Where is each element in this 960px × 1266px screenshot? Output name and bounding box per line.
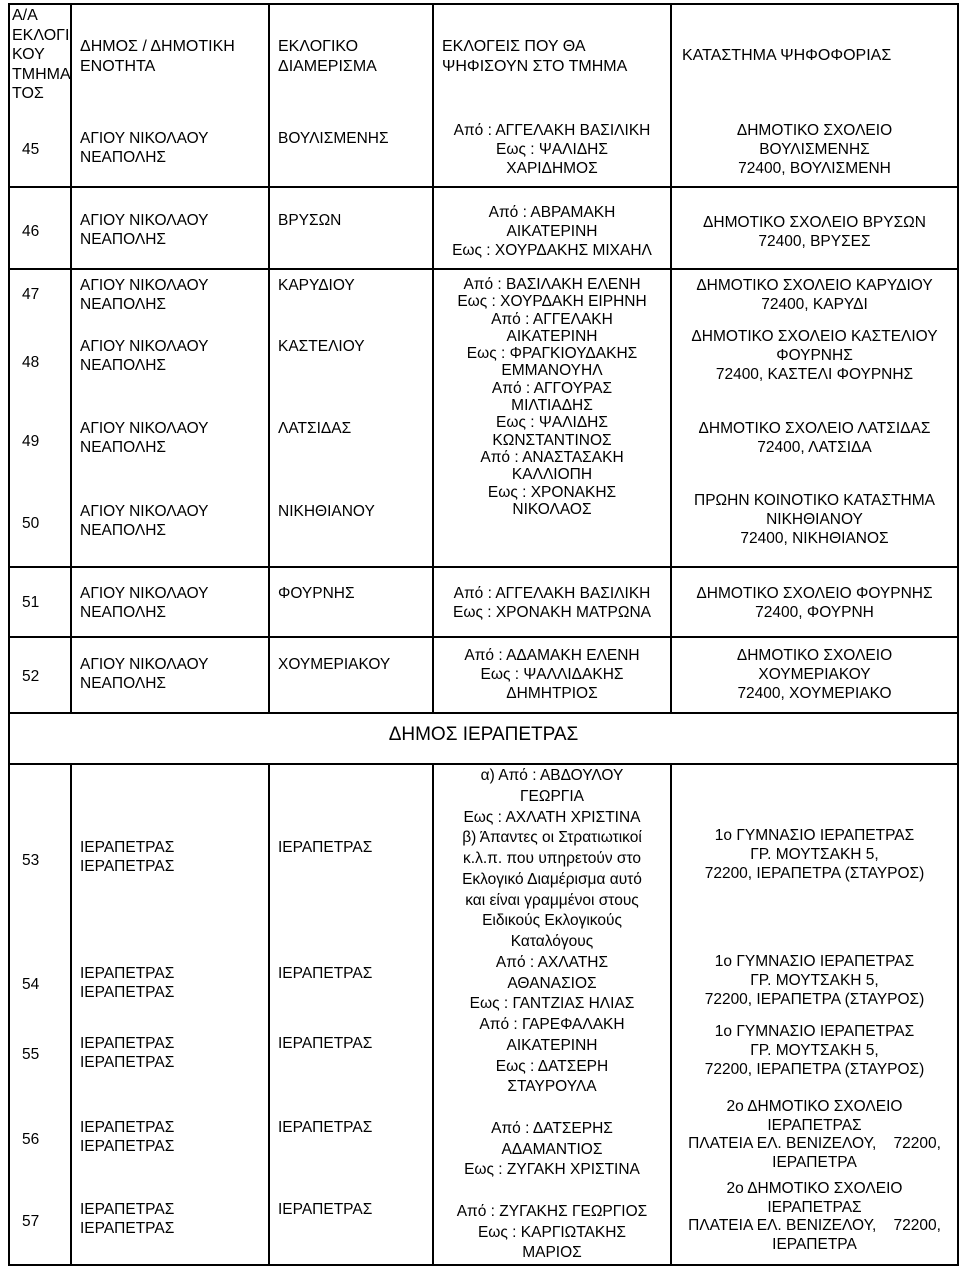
row-district: ΙΕΡΑΠΕΤΡΑΣ: [278, 1201, 373, 1218]
row-unit: ΑΓΙΟΥ ΝΙΚΟΛΑΟΥ ΝΕΑΠΟΛΗΣ: [80, 338, 209, 374]
row-unit: ΑΓΙΟΥ ΝΙΚΟΛΑΟΥ ΝΕΑΠΟΛΗΣ: [80, 212, 209, 248]
row-voters: Από : ΑΔΑΜΑΚΗ ΕΛΕΝΗ Εως : ΨΑΛΛΙΔΑΚΗΣ ΔΗΜΗΤΡΙΟΣ: [464, 647, 640, 702]
row-station: ΔΗΜΟΤΙΚΟ ΣΧΟΛΕΙΟ ΛΑΤΣΙΔΑΣ 72400, ΛΑΤΣΙΔΑ: [698, 420, 931, 456]
rule: [8, 186, 959, 188]
row-number: 52: [22, 668, 40, 685]
row-district: ΒΡΥΣΩΝ: [278, 212, 342, 229]
row-number: 53: [22, 852, 40, 869]
row-unit: ΑΓΙΟΥ ΝΙΚΟΛΑΟΥ ΝΕΑΠΟΛΗΣ: [80, 130, 209, 166]
row-unit: ΑΓΙΟΥ ΝΙΚΟΛΑΟΥ ΝΕΑΠΟΛΗΣ: [80, 277, 209, 313]
row-number: 45: [22, 141, 40, 158]
row-unit: ΙΕΡΑΠΕΤΡΑΣ ΙΕΡΑΠΕΤΡΑΣ: [80, 1035, 175, 1071]
row-district: ΙΕΡΑΠΕΤΡΑΣ: [278, 1119, 373, 1136]
row-number: 48: [22, 354, 40, 371]
row-number: 47: [22, 286, 40, 303]
row-district: ΧΟΥΜΕΡΙΑΚΟΥ: [278, 656, 391, 673]
row-station: ΔΗΜΟΤΙΚΟ ΣΧΟΛΕΙΟ ΦΟΥΡΝΗΣ 72400, ΦΟΥΡΝΗ: [696, 585, 933, 621]
row-station: ΔΗΜΟΤΙΚΟ ΣΧΟΛΕΙΟ ΒΟΥΛΙΣΜΕΝΗΣ 72400, ΒΟΥΛΙΣΜΕΝΗ: [736, 122, 893, 177]
row-number: 51: [22, 594, 40, 611]
row-station: ΔΗΜΟΤΙΚΟ ΣΧΟΛΕΙΟ ΚΑΡΥΔΙΟΥ 72400, ΚΑΡΥΔΙ: [696, 277, 933, 313]
row-station: 2ο ΔΗΜΟΤΙΚΟ ΣΧΟΛΕΙΟ ΙΕΡΑΠΕΤΡΑΣ ΠΛΑΤΕΙΑ ΕΛ. ΒΕΝΙΖΕΛΟΥ, 72200, ΙΕΡΑΠΕΤΡΑ: [688, 1180, 941, 1253]
row-number: 56: [22, 1131, 40, 1148]
row-station: ΔΗΜΟΤΙΚΟ ΣΧΟΛΕΙΟ ΧΟΥΜΕΡΙΑΚΟΥ 72400, ΧΟΥΜΕΡΙΑΚΟ: [736, 647, 893, 702]
row-district: ΚΑΣΤΕΛΙΟΥ: [278, 338, 365, 355]
row-voters: α) Από : ΑΒΔΟΥΛΟΥ ΓΕΩΡΓΙΑ Εως : ΑΧΛΑΤΗ ΧΡΙΣΤΙΝΑ β) Άπαντες οι Στρατιωτικοί κ.λ.π. που υπηρετούν στο Εκλογικό Διαμέρισμα αυτό και είναι γραμμένοι στους Ειδικούς Εκλογικούς Καταλόγους Από : ΑΧΛΑΤΗΣ ΑΘΑΝΑΣΙΟΣ Εως : ΓΑΝΤΖΙΑΣ ΗΛΙΑΣ Από : ΓΑΡΕΦΑΛΑΚΗ ΑΙΚΑΤΕΡΙΝΗ Εως : ΔΑΤΣΕΡΗ ΣΤΑΥΡΟΥΛΑ Από : ΔΑΤΣΕΡΗΣ ΑΔΑΜΑΝΤΙΟΣ Εως : ΖΥΓΑΚΗ ΧΡΙΣΤΙΝΑ Από : ΖΥΓΑΚΗΣ ΓΕΩΡΓΙΟΣ Εως : ΚΑΡΓΙΩΤΑΚΗΣ ΜΑΡΙΟΣ: [456, 767, 648, 1262]
rule: [268, 3, 270, 714]
row-voters: Από : ΑΒΡΑΜΑΚΗ ΑΙΚΑΤΕΡΙΝΗ Εως : ΧΟΥΡΔΑΚΗΣ ΜΙΧΑΗΛ: [452, 204, 652, 259]
row-district: ΛΑΤΣΙΔΑΣ: [278, 420, 352, 437]
row-number: 54: [22, 976, 40, 993]
row-station: ΔΗΜΟΤΙΚΟ ΣΧΟΛΕΙΟ ΒΡΥΣΩΝ 72400, ΒΡΥΣΕΣ: [703, 214, 926, 250]
row-district: ΦΟΥΡΝΗΣ: [278, 585, 355, 602]
rule: [8, 712, 959, 714]
section-title: ΔΗΜΟΣ ΙΕΡΑΠΕΤΡΑΣ: [388, 724, 579, 745]
rule: [8, 3, 10, 714]
rule: [70, 3, 72, 714]
rule: [8, 566, 959, 568]
row-district: ΙΕΡΑΠΕΤΡΑΣ: [278, 965, 373, 982]
rule: [8, 763, 959, 765]
row-voters: Από : ΑΓΓΕΛΑΚΗ ΒΑΣΙΛΙΚΗ Εως : ΨΑΛΙΔΗΣ ΧΑΡΙΔΗΜΟΣ: [453, 122, 651, 177]
row-station: 1ο ΓΥΜΝΑΣΙΟ ΙΕΡΑΠΕΤΡΑΣ ΓΡ. ΜΟΥΤΣΑΚΗ 5, 72200, ΙΕΡΑΠΕΤΡΑ (ΣΤΑΥΡΟΣ): [704, 1023, 925, 1078]
row-number: 55: [22, 1046, 40, 1063]
row-district: ΝΙΚΗΘΙΑΝΟΥ: [278, 503, 375, 520]
header-number: Α/Α ΕΚΛΟΓΙ ΚΟΥ ΤΜΗΜΑ ΤΟΣ: [12, 7, 71, 102]
rule: [268, 763, 270, 1266]
rule: [70, 763, 72, 1266]
row-district: ΒΟΥΛΙΣΜΕΝΗΣ: [278, 130, 389, 147]
rule: [8, 636, 959, 638]
rule: [8, 3, 959, 5]
row-unit: ΙΕΡΑΠΕΤΡΑΣ ΙΕΡΑΠΕΤΡΑΣ: [80, 965, 175, 1001]
row-unit: ΑΓΙΟΥ ΝΙΚΟΛΑΟΥ ΝΕΑΠΟΛΗΣ: [80, 503, 209, 539]
row-number: 57: [22, 1213, 40, 1230]
header-unit: ΔΗΜΟΣ / ΔΗΜΟΤΙΚΗ ΕΝΟΤΗΤΑ: [80, 38, 235, 75]
row-voters: Από : ΑΓΓΕΛΑΚΗ ΒΑΣΙΛΙΚΗ Εως : ΧΡΟΝΑΚΗ ΜΑΤΡΩΝΑ: [453, 585, 651, 621]
row-district: ΚΑΡΥΔΙΟΥ: [278, 277, 355, 294]
header-voters: ΕΚΛΟΓΕΙΣ ΠΟΥ ΘΑ ΨΗΦΙΣΟΥΝ ΣΤΟ ΤΜΗΜΑ: [442, 38, 628, 75]
row-number: 50: [22, 515, 40, 532]
header-station: ΚΑΤΑΣΤΗΜΑ ΨΗΦΟΦΟΡΙΑΣ: [682, 47, 892, 64]
row-station: 1ο ΓΥΜΝΑΣΙΟ ΙΕΡΑΠΕΤΡΑΣ ΓΡ. ΜΟΥΤΣΑΚΗ 5, 72200, ΙΕΡΑΠΕΤΡΑ (ΣΤΑΥΡΟΣ): [704, 827, 925, 882]
row-unit: ΙΕΡΑΠΕΤΡΑΣ ΙΕΡΑΠΕΤΡΑΣ: [80, 839, 175, 875]
row-voters: Από : ΒΑΣΙΛΑΚΗ ΕΛΕΝΗ Εως : ΧΟΥΡΔΑΚΗ ΕΙΡΗΝΗ Από : ΑΓΓΕΛΑΚΗ ΑΙΚΑΤΕΡΙΝΗ Εως : ΦΡΑΓΚΙΟΥΔΑΚΗΣ ΕΜΜΑΝΟΥΗΛ Από : ΑΓΓΟΥΡΑΣ ΜΙΛΤΙΑΔΗΣ Εως : ΨΑΛΙΔΗΣ ΚΩΝΣΤΑΝΤΙΝΟΣ Από : ΑΝΑΣΤΑΣΑΚΗ ΚΑΛΛΙΟΠΗ Εως : ΧΡΟΝΑΚΗΣ ΝΙΚΟΛΑΟΣ: [457, 276, 647, 518]
row-station: ΔΗΜΟΤΙΚΟ ΣΧΟΛΕΙΟ ΚΑΣΤΕΛΙΟΥ ΦΟΥΡΝΗΣ 72400, ΚΑΣΤΕΛΙ ΦΟΥΡΝΗΣ: [691, 328, 938, 383]
row-unit: ΙΕΡΑΠΕΤΡΑΣ ΙΕΡΑΠΕΤΡΑΣ: [80, 1119, 175, 1155]
rule: [8, 268, 959, 270]
row-station: ΠΡΩΗΝ ΚΟΙΝΟΤΙΚΟ ΚΑΤΑΣΤΗΜΑ ΝΙΚΗΘΙΑΝΟΥ 72400, ΝΙΚΗΘΙΑΝΟΣ: [694, 492, 935, 547]
row-number: 49: [22, 433, 40, 450]
row-unit: ΑΓΙΟΥ ΝΙΚΟΛΑΟΥ ΝΕΑΠΟΛΗΣ: [80, 585, 209, 621]
rule: [8, 763, 10, 1266]
row-unit: ΑΓΙΟΥ ΝΙΚΟΛΑΟΥ ΝΕΑΠΟΛΗΣ: [80, 656, 209, 692]
row-district: ΙΕΡΑΠΕΤΡΑΣ: [278, 1035, 373, 1052]
row-station: 1ο ΓΥΜΝΑΣΙΟ ΙΕΡΑΠΕΤΡΑΣ ΓΡ. ΜΟΥΤΣΑΚΗ 5, 72200, ΙΕΡΑΠΕΤΡΑ (ΣΤΑΥΡΟΣ): [704, 953, 925, 1008]
row-district: ΙΕΡΑΠΕΤΡΑΣ: [278, 839, 373, 856]
row-station: 2ο ΔΗΜΟΤΙΚΟ ΣΧΟΛΕΙΟ ΙΕΡΑΠΕΤΡΑΣ ΠΛΑΤΕΙΑ ΕΛ. ΒΕΝΙΖΕΛΟΥ, 72200, ΙΕΡΑΠΕΤΡΑ: [688, 1098, 941, 1171]
row-unit: ΑΓΙΟΥ ΝΙΚΟΛΑΟΥ ΝΕΑΠΟΛΗΣ: [80, 420, 209, 456]
header-district: ΕΚΛΟΓΙΚΟ ΔΙΑΜΕΡΙΣΜΑ: [278, 38, 377, 75]
row-unit: ΙΕΡΑΠΕΤΡΑΣ ΙΕΡΑΠΕΤΡΑΣ: [80, 1201, 175, 1237]
row-number: 46: [22, 223, 40, 240]
